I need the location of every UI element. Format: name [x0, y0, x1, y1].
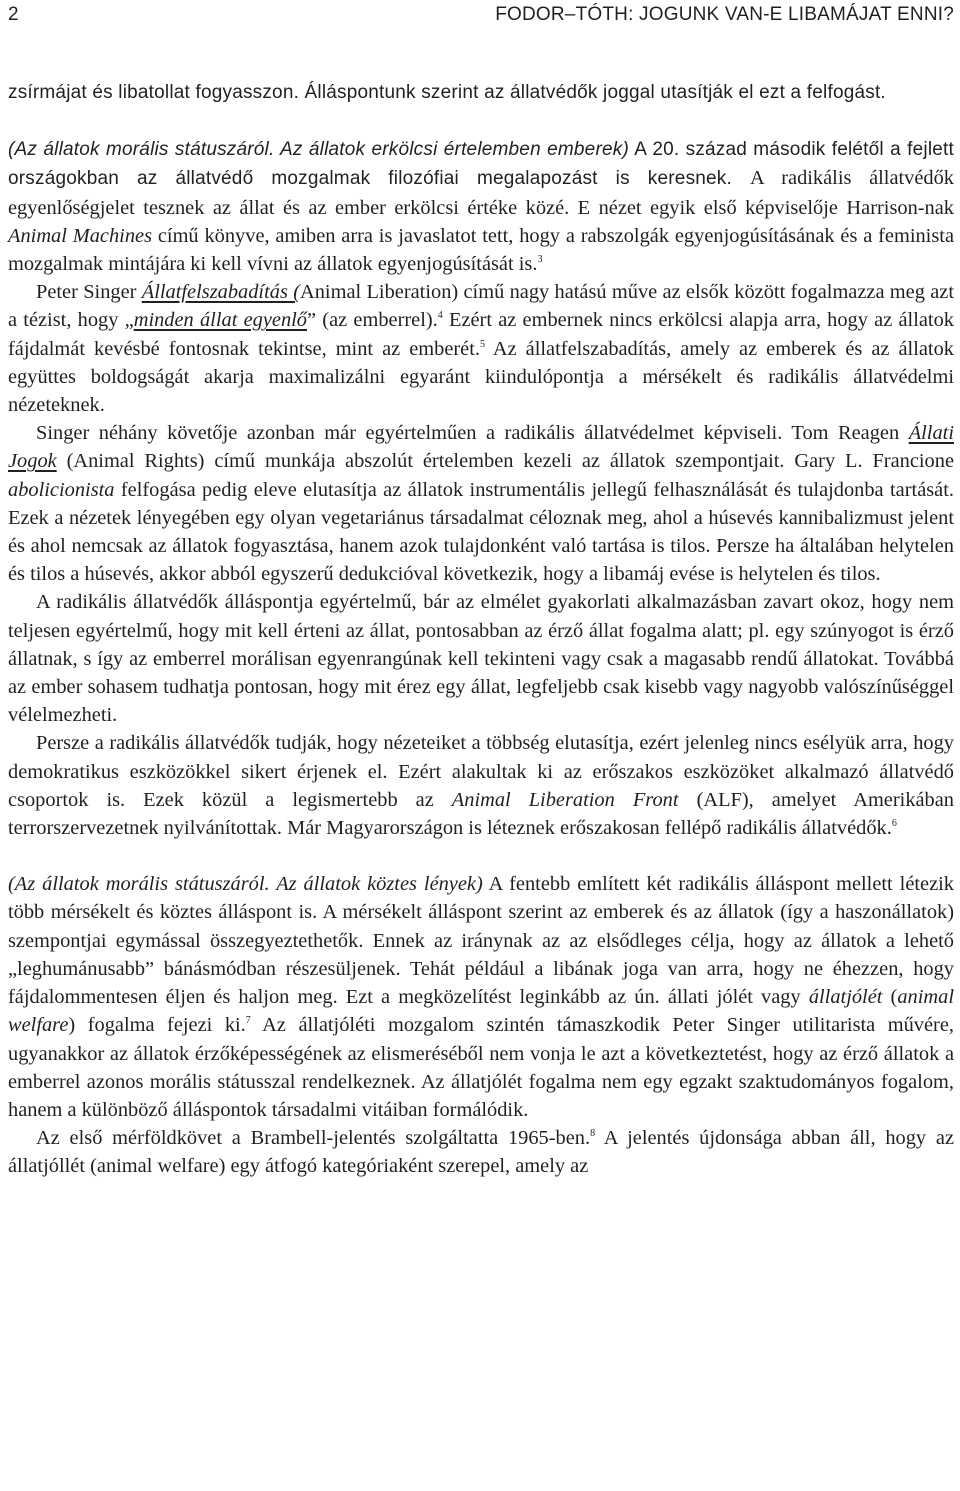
- page-header: [8, 4, 954, 32]
- footnote-ref-6[interactable]: 6: [891, 818, 897, 830]
- paragraph-4-sentence-2: (Animal Rights) című munkája abszolút értelemben kezeli az állatok szempontjait. Gary L. Francione: [56, 450, 954, 473]
- article-body: [8, 78, 954, 1181]
- footnote-ref-8[interactable]: 8: [590, 1128, 596, 1140]
- term-allatjolet: állatjólét: [808, 986, 883, 1009]
- paragraph-3-sentence-5: Az állatfelszabadítás, amely az emberek és az állatok együttes boldogságát akarja maximalizálni egyaránt kiindulópontja a mérsékelt és radikális állatvédelmi nézeteknek.: [8, 337, 954, 417]
- running-title: FODOR–TÓTH: JOGUNK VAN-E LIBAMÁJAT ENNI?: [495, 4, 954, 25]
- paragraph-7-sentence-2: (: [882, 986, 898, 1009]
- footnote-ref-3[interactable]: 3: [537, 254, 543, 266]
- paragraph-7: [8, 870, 954, 1124]
- paragraph-3-sentence-3: ” (az emberrel).: [307, 309, 438, 332]
- paragraph-3-sentence-4: Ezért az embernek nincs erkölcsi alapja arra, hogy az állatok fájdalmát kevésbé fontosnak tekintse, mint az emberét.: [8, 309, 954, 360]
- paragraph-2-sentence-2: A radikális állatvédők egyenlőségjelet tesznek az állat és az ember erkölcsi értéke közé. E nézet egyik első képviselője Harrison-nak: [8, 167, 955, 219]
- paragraph-8-sentence-2: A jelentés újdonsága abban áll, hogy az állatjóllét (animal welfare) egy átfogó kategóriaként szerepel, amely az: [8, 1127, 954, 1178]
- term-abolicionista: abolicionista: [8, 478, 115, 501]
- footnote-ref-7[interactable]: 7: [245, 1015, 251, 1027]
- paragraph-3: [8, 278, 954, 419]
- paragraph-8-sentence-1: Az első mérföldkövet a Brambell-jelentés szolgáltatta 1965-ben.: [36, 1127, 591, 1150]
- org-animal-liberation-front: Animal Liberation Front: [451, 788, 679, 811]
- paragraph-4-sentence-3: felfogása pedig eleve elutasítja az állatok instrumentális jellegű felhasználását és tulajdonba tartását. Ezek a nézetek lényegében egy olyan vegetariánus társadalmat céloznak meg, ahol a húsevés kannibalizmust jelent és ahol nemcsak az állatok fogyasztása, hanem azok tulajdonként való tartása is tilos. Persze ha általában helytelen és tilos a húsevés, akkor abból egyszerű dedukcióval következik, hogy a libamáj evése is helytelen és tilos.: [8, 478, 954, 586]
- paragraph-6-sentence-1: Persze a radikális állatvédők tudják, hogy nézeteiket a többség elutasítja, ezért jelenleg nincs esélyük arra, hogy demokratikus eszközökkel sikert érjenek el. Ezért alakultak ki az erőszakos eszközöket alkalmazó állatvédő csoportok is. Ezek közül a legismertebb az: [8, 732, 954, 811]
- book-title-allatfelszabaditas: Állatfelszabadítás (: [141, 281, 300, 304]
- paragraph-7-sentence-3: ) fogalma fejezi ki.: [68, 1014, 246, 1037]
- paragraph-3-sentence-1: Peter Singer: [36, 281, 142, 304]
- paragraph-8: [8, 1124, 954, 1180]
- paragraph-1-text: zsírmájat és libatollat fogyasszon. Álláspontunk szerint az állatvédők joggal utasítják el ezt a felfogást.: [8, 82, 886, 103]
- paragraph-7-sentence-1: A fentebb említett két radikális álláspont mellett létezik több mérsékelt és köztes álláspont is. A mérsékelt álláspont szerint az emberek és az állatok (így a haszonállatok) szempontjai egymással összegyeztethetők. Ennek az iránynak az az elsődleges célja, hogy az állatok a lehető „leghumánusabb” bánásmódban részesüljenek. Tehát például a libának joga van arra, hogy ne éhezzen, hogy fájdalommentesen éljen és haljon meg. Ezt a megközelítést leginkább az ún. állati jólét vagy: [8, 873, 954, 1009]
- paragraph-5-text: A radikális állatvédők álláspontja egyértelmű, bár az elmélet gyakorlati alkalmazásban zavart okoz, hogy nem teljesen egyértelmű, hogy mit kell érteni az állat, pontosabban az érző állat fogalma alatt; pl. egy szúnyogot is érző állatnak, s így az emberrel morálisan egyenrangúnak kell tekinteni vagy csak a magasabb rendű állatokat. Továbbá az ember sohasem tudhatja pontosan, hogy mit érez egy állat, legfeljebb csak kisebb vagy nagyobb valószínűséggel vélelmezheti.: [8, 591, 954, 727]
- paragraph-4: [8, 419, 954, 588]
- paragraph-6: [8, 729, 954, 842]
- paragraph-5: [8, 588, 954, 729]
- footnote-ref-5[interactable]: 5: [479, 338, 485, 350]
- paragraph-6-sentence-2: (ALF), amelyet Amerikában terrorszervezetnek nyilvánítottak. Már Magyarországon is léteznek erőszakosan fellépő radikális állatvédők.: [8, 788, 955, 840]
- paragraph-7-sentence-4: Az állatjóléti mozgalom szintén támaszkodik Peter Singer utilitarista művére, ugyanakkor az állatok érzőképességének az elismeréséből nem vonja le azt a következtetést, hogy az érző állatok a emberrel azonos morális státusszal rendelkeznek. Az állatjólét fogalma nem egy egzakt szaktudományos fogalom, hanem a különböző álláspontok társadalmi vitáiban formálódik.: [8, 1014, 954, 1121]
- book-title-allati-jogok: Állati Jogok: [8, 422, 954, 473]
- footnote-ref-4[interactable]: 4: [437, 310, 443, 322]
- thesis-quote: minden állat egyenlő: [133, 309, 307, 332]
- paragraph-1: [8, 78, 954, 107]
- section-heading-moral-status-persons: (Az állatok morális státuszáról. Az állatok erkölcsi értelemben emberek): [8, 139, 629, 161]
- section-heading-moral-status-intermediate: (Az állatok morális státuszáról. Az állatok köztes lények): [8, 873, 483, 896]
- paragraph-2-sentence-1: A 20. század második felétől a fejlett országokban az állatvédő mozgalmak filozófiai megalapozást is keresnek.: [8, 139, 954, 190]
- term-animal-welfare: animal welfare: [8, 986, 955, 1037]
- page-number: 2: [8, 4, 19, 25]
- paragraph-2-sentence-3: című könyve, amiben arra is javaslatot tett, hogy a rabszolgák egyenjogúsításának és a feminista mozgalmak mintájára ki kell vívni az állatok egyenjogúsítását is.: [8, 224, 954, 276]
- paragraph-2: [8, 135, 954, 278]
- paragraph-4-sentence-1: Singer néhány követője azonban már egyértelműen a radikális állatvédelmet képviseli. Tom Reagen: [36, 422, 909, 445]
- book-title-animal-machines: Animal Machines: [8, 224, 153, 247]
- paragraph-3-sentence-2: Animal Liberation) című nagy hatású műve az elsők között fogalmazza meg azt a tézist, hogy „: [8, 281, 954, 332]
